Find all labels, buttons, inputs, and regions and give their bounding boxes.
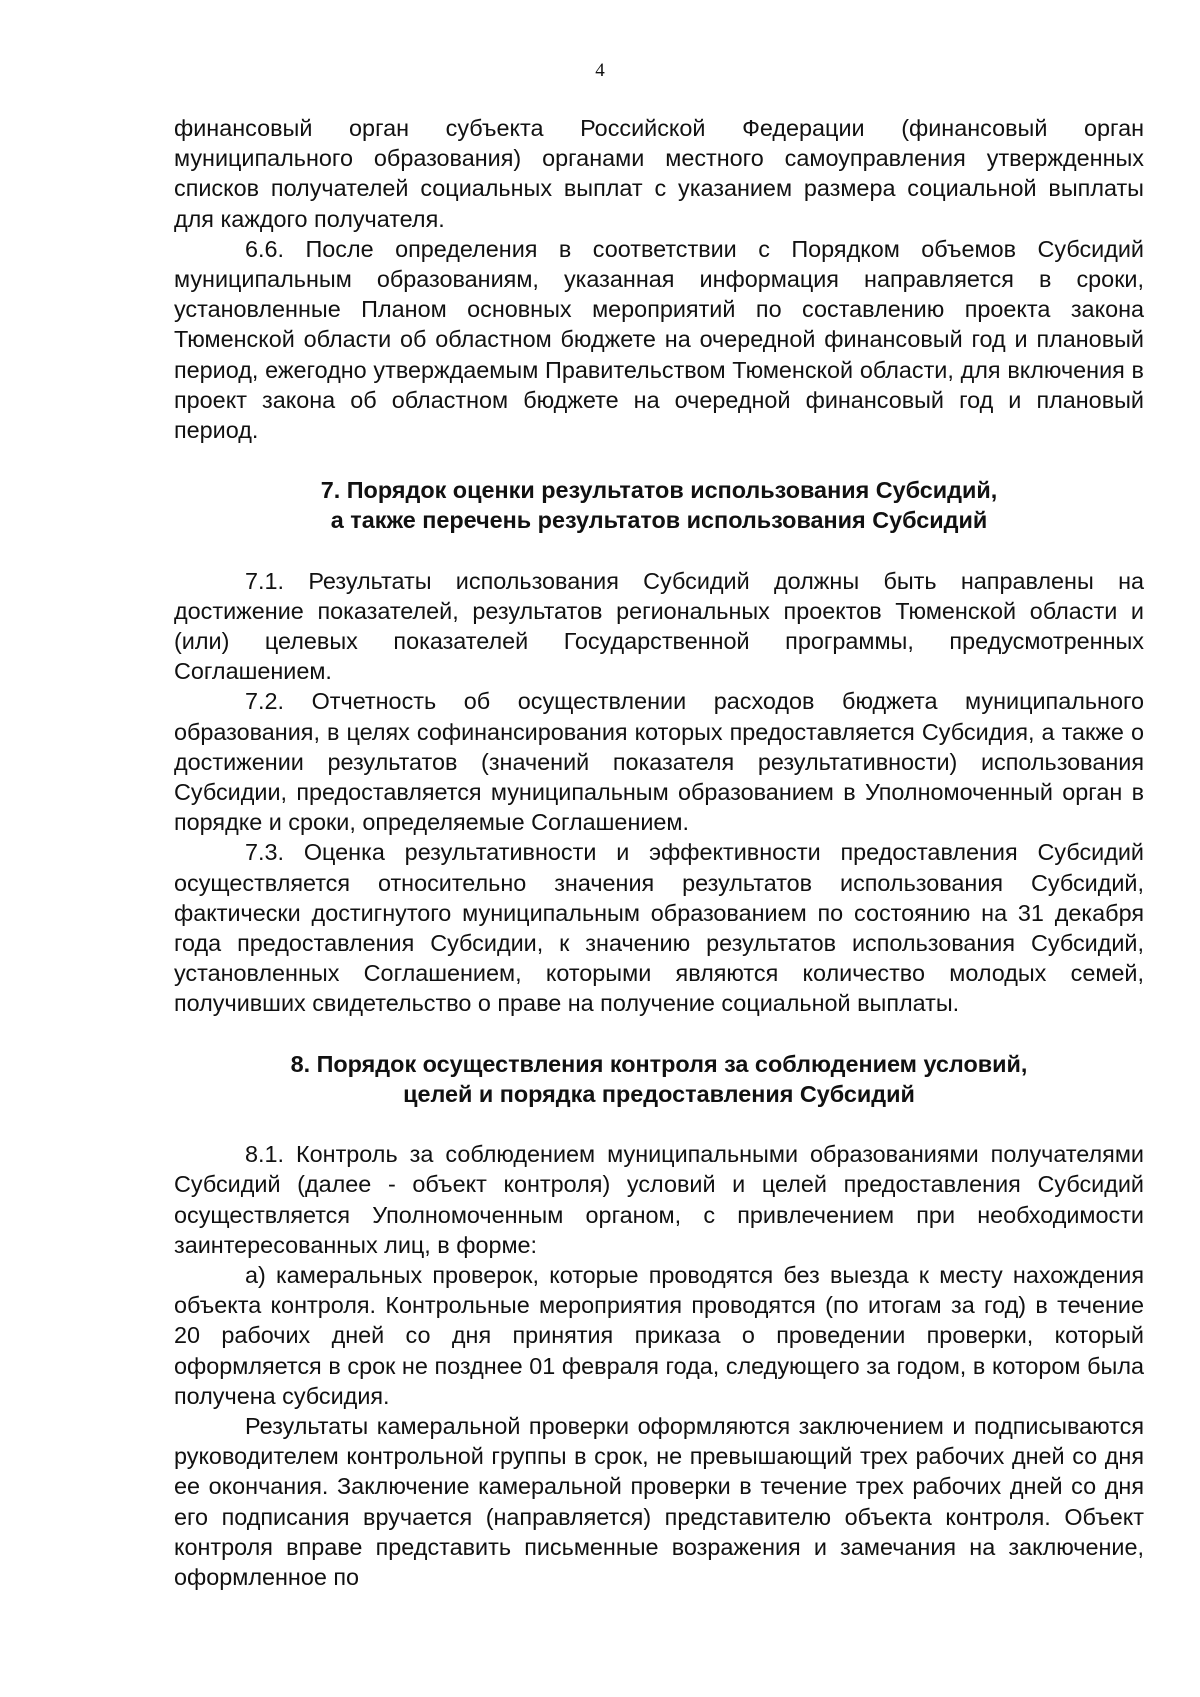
paragraph-7-1: 7.1. Результаты использования Субсидий должны быть направлены на достижение показателей, результатов региональных проектов Тюменской области и (или) целевых показателей Государственной программы, предусмотренных Соглашением. xyxy=(174,567,1144,685)
paragraph-results: Результаты камеральной проверки оформляются заключением и подписываются руководителем контрольной группы в срок, не превышающий трех рабочих дней со дня ее окончания. Заключение камеральной проверки в течение трех рабочих дней со дня его подписания вручается (направляется) представителю объекта контроля. Объект контроля вправе представить письменные возражения и замечания на заключение, оформленное по xyxy=(174,1412,1144,1590)
paragraph-7-2: 7.2. Отчетность об осуществлении расходов бюджета муниципального образования, в целях софинансирования которых предоставляется Субсидия, а также о достижении результатов (значений показателя результативности) использования Субсидии, предоставляется муниципальным образованием в Уполномоченный орган в порядке и сроки, определяемые Соглашением. xyxy=(174,688,1144,836)
page-number: 4 xyxy=(595,60,605,81)
paragraph-6-6: 6.6. После определения в соответствии с Порядком объемов Субсидий муниципальным образованиям, указанная информация направляется в сроки, установленные Планом основных мероприятий по составлению проекта закона Тюменской области об областном бюджете на очередной финансовый год и плановый период, ежегодно утверждаемым Правительством Тюменской области, для включения в проект закона об областном бюджете на очередной финансовый год и плановый период. xyxy=(174,235,1144,444)
section-heading-8 xyxy=(174,1049,1144,1109)
paragraph-8-1-a: а) камеральных проверок, которые проводятся без выезда к месту нахождения объекта контроля. Контрольные мероприятия проводятся (по итогам за год) в течение 20 рабочих дней со дня принятия приказа о проведении проверки, который оформляется в срок не позднее 01 февраля года, следующего за годом, в котором была получена субсидия. xyxy=(174,1261,1144,1409)
paragraph-8-1: 8.1. Контроль за соблюдением муниципальными образованиями получателями Субсидий (далее - объект контроля) условий и целей предоставления Субсидий осуществляется Уполномоченным органом, с привлечением при необходимости заинтересованных лиц, в форме: xyxy=(174,1141,1144,1258)
section-heading-line: целей и порядка предоставления Субсидий xyxy=(403,1080,915,1107)
section-heading-line: 8. Порядок осуществления контроля за соблюдением условий, xyxy=(290,1050,1028,1077)
paragraph-7-3: 7.3. Оценка результативности и эффективности предоставления Субсидий осуществляется относительно значения результатов использования Субсидий, фактически достигнутого муниципальным образованием по состоянию на 31 декабря года предоставления Субсидии, к значению результатов использования Субсидий, установленных Соглашением, которыми являются количество молодых семей, получивших свидетельство о праве на получение социальной выплаты. xyxy=(174,839,1144,1017)
paragraph-continuation: финансовый орган субъекта Российской Федерации (финансовый орган муниципального образования) органами местного самоуправления утвержденных списков получателей социальных выплат с указанием размера социальной выплаты для каждого получателя. xyxy=(174,115,1144,232)
section-heading-line: 7. Порядок оценки результатов использования Субсидий, xyxy=(320,477,998,504)
document-body xyxy=(174,113,1144,1592)
section-heading-7 xyxy=(174,475,1144,535)
section-heading-line: а также перечень результатов использования Субсидий xyxy=(330,507,988,534)
